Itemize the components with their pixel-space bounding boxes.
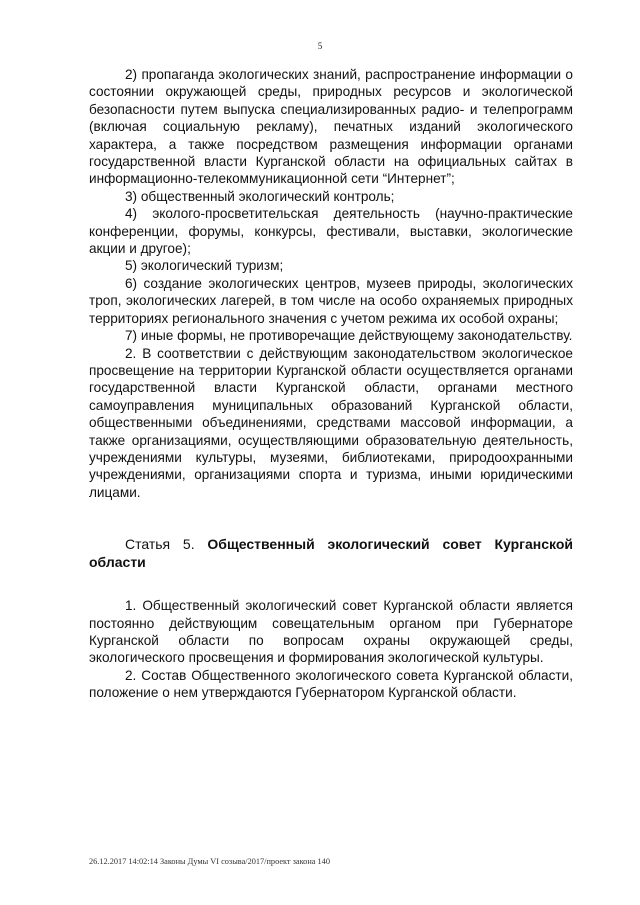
article-heading (89, 535, 573, 571)
article-5-clause-1: 1. Общественный экологический совет Курганской области является постоянно действующим совещательным органом при Губернаторе Курганской области по вопросам охраны окружающей среды, экологического просвещения и формирования экологической культуры. (89, 598, 573, 666)
list-item-3: 3) общественный экологический контроль; (125, 188, 395, 204)
list-item-2: 2) пропаганда экологических знаний, распространение информации о состоянии окружающей среды, природных ресурсов и экологической безопасности путем выпуска специализированных радио- и телепрограмм (включая социальную рекламу), печатных изданий экологического характера, а также посредством размещения информации органами государственной власти Курганской области на официальных сайтах в информационно-телекоммуникационной сети “Интернет”; (89, 67, 573, 187)
document-footer: 26.12.2017 14:02:14 Законы Думы VI созыва/2017/проект закона 140 (89, 857, 330, 866)
list-item-4: 4) эколого-просветительская деятельность (научно-практические конференции, форумы, конкурсы, фестивали, выставки, экологические акции и другое); (89, 206, 573, 257)
list-item-5: 5) экологический туризм; (125, 258, 284, 274)
page-number: 5 (317, 41, 323, 51)
article-label: Статья 5. (125, 536, 195, 553)
list-item-6: 6) создание экологических центров, музеев природы, экологических троп, экологических лагерей, в том числе на особо охраняемых природных территориях регионального значения с учетом режима их особой охраны; (89, 275, 573, 326)
list-item-7: 7) иные формы, не противоречащие действующему законодательству. (125, 328, 573, 344)
article-title: Общественный экологический совет Курганской области (89, 536, 573, 571)
document-body (89, 66, 573, 702)
article-5-clause-2: 2. Состав Общественного экологического совета Курганской области, положение о нем утверждаются Губернатором Курганской области. (89, 667, 573, 701)
clause-2-paragraph: 2. В соответствии с действующим законодательством экологическое просвещение на территории Курганской области осуществляется органами государственной власти Курганской области, органами местного самоуправления муниципальных образований Курганской области, общественными объединениями, средствами массовой информации, а также организациями, осуществляющими образовательную деятельность, учреждениями культуры, музеями, библиотеками, природоохранными учреждениями, организациями спорта и туризма, иными юридическими лицами. (89, 345, 573, 500)
